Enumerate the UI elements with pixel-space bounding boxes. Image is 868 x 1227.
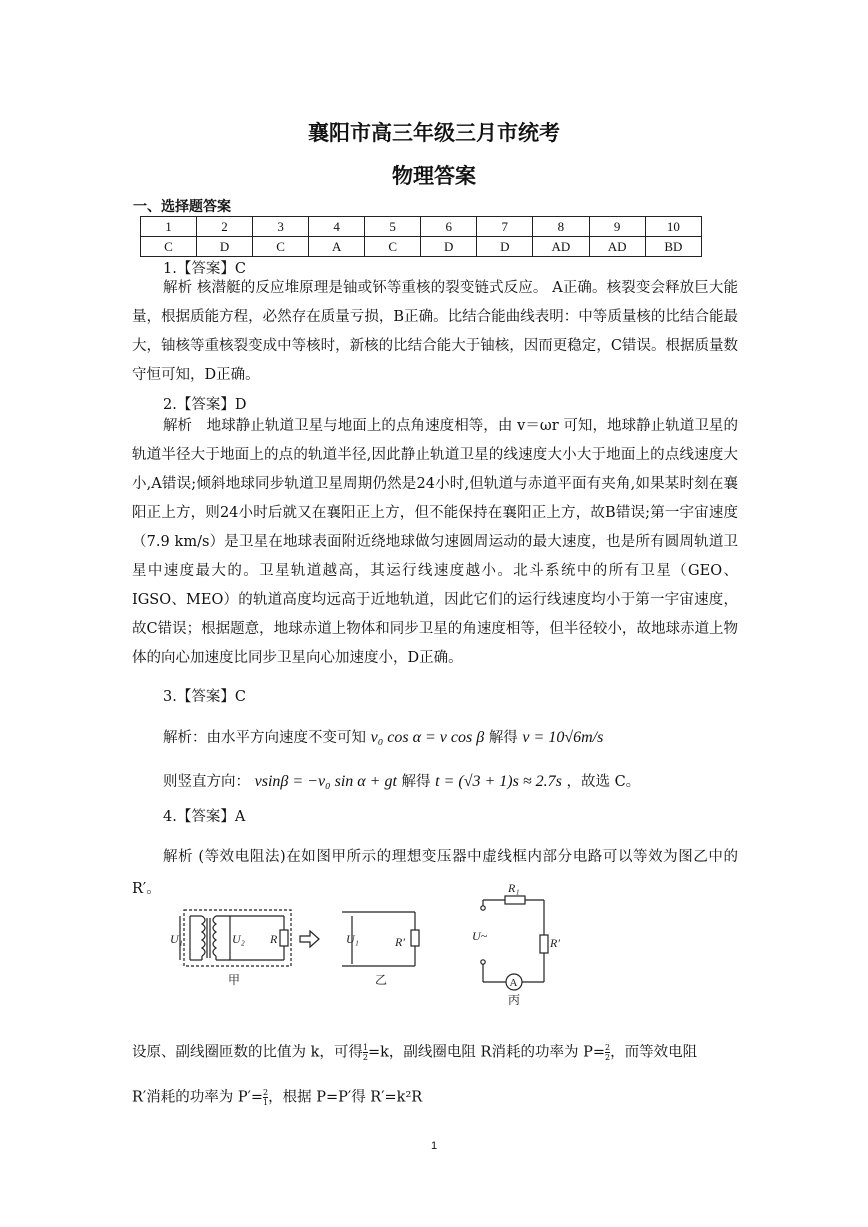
page-subtitle: 物理答案 [392, 164, 476, 188]
q4-text-line2 [132, 1088, 738, 1108]
table-cell: 5 [365, 217, 421, 237]
table-cell: D [477, 237, 533, 257]
table-cell: A [309, 237, 365, 257]
fraction-den: 2 [604, 1053, 611, 1062]
label-u1-yi: U₁ [346, 932, 359, 946]
answer-table-row-answers [141, 237, 702, 257]
table-cell: BD [645, 237, 701, 257]
text: ，故选 C。 [566, 774, 641, 790]
text: 解得 [401, 774, 431, 790]
table-cell: 8 [533, 217, 589, 237]
label-r1: R₁ [508, 881, 520, 895]
answer-table-row-numbers [141, 217, 702, 237]
fraction-den: 1 [263, 1098, 269, 1107]
ammeter-label: A [509, 977, 518, 989]
secondary-coil [213, 916, 216, 956]
text: 解析：由水平方向速度不变可知 [163, 730, 366, 746]
page-number: 1 [430, 1140, 438, 1152]
fig-label-bing: 丙 [508, 993, 521, 1007]
table-cell: C [253, 237, 309, 257]
fraction-num: 2 [604, 1043, 611, 1052]
fraction-num: 1 [362, 1043, 368, 1052]
resistor-r1 [505, 896, 525, 904]
section-heading: 一、选择题答案 [133, 199, 231, 215]
fraction-num: 2 [263, 1088, 269, 1097]
table-cell: 7 [477, 217, 533, 237]
q3-analysis-line2 [163, 772, 738, 792]
formula: v₀ cos α = v cos β [370, 729, 485, 746]
resistor-rp [411, 930, 419, 946]
q1-analysis: 解析 核潜艇的反应堆原理是铀或钚等重核的裂变链式反应。 A正确。核裂变会释放巨大能量，根据质能方程，必然存在质量亏损，B正确。比结合能曲线表明：中等质量核的比结合能最大，铀核等重核裂变成中等核时，新核的比结合能大于铀核，因而更稳定，C错误。根据质量数守恒可知，D正确。 [132, 280, 738, 383]
table-cell: AD [589, 237, 645, 257]
label-r: R [270, 932, 278, 946]
text: =k，副线圈电阻 R消耗的功率为 P= [368, 1044, 605, 1061]
text: 解得 [488, 730, 518, 746]
table-cell: 9 [589, 217, 645, 237]
q2-answer-heading: 2.【答案】D [163, 397, 247, 413]
answer-table [140, 216, 702, 257]
circuit-figures [170, 880, 590, 1015]
q3-analysis-line1 [163, 728, 738, 748]
text: 则竖直方向： [163, 774, 250, 790]
label-u2: U₂ [232, 932, 245, 946]
table-cell: D [421, 237, 477, 257]
text: ，而等效电阻 [610, 1044, 698, 1061]
formula: v = 10√6m/s [522, 729, 604, 746]
primary-coil [202, 916, 205, 956]
label-rp-bing: R′ [550, 936, 560, 950]
fraction-den: 2 [362, 1053, 368, 1062]
resistor-r [280, 930, 288, 946]
table-cell: AD [533, 237, 589, 257]
table-cell: 10 [645, 217, 701, 237]
table-cell: 3 [253, 217, 309, 237]
fig-label-jia: 甲 [228, 973, 241, 987]
page-title: 襄阳市高三年级三月市统考 [308, 121, 560, 145]
resistor-rp-2 [540, 935, 548, 953]
q2-analysis: 解析 地球静止轨道卫星与地面上的点角速度相等，由 v＝ωr 可知，地球静止轨道卫星的轨道半径大于地面上的点的轨道半径,因此静止轨道卫星的线速度大小大于地面上的点线速度大小,A错误;倾斜地球同步轨道卫星周期仍然是24小时,但轨道与赤道平面有夹角,如果某时刻在襄阳正上方，则24小时后就又在襄阳正上方，但不能保持在襄阳正上方，故B错误;第一宇宙速度（7.9 km/s）是卫星在地球表面附近绕地球做匀速圆周运动的最大速度，也是所有圆周轨道卫星中速度最大的。卫星轨道越高，其运行线速度越小。北斗系统中的所有卫星（GEO、IGSO、MEO）的轨道高度均远高于近地轨道，因此它们的运行线速度均小于第一宇宙速度，故C错误；根据题意，地球赤道上物体和同步卫星的角速度相等，但半径较小，故地球赤道上物体的向心加速度比同步卫星向心加速度小，D正确。 [132, 418, 738, 666]
formula: vsinβ = −v₀ sin α + gt [254, 773, 397, 790]
table-cell: 1 [141, 217, 197, 237]
fig-label-yi: 乙 [375, 973, 388, 987]
table-cell: D [197, 237, 253, 257]
q4-analysis: 解析 (等效电阻法)在如图甲所示的理想变压器中虚线框内部分电路可以等效为图乙中的 R′。 [132, 849, 738, 897]
table-cell: 6 [421, 217, 477, 237]
label-u: U~ [472, 929, 488, 943]
label-u1: U₁ [170, 932, 183, 946]
q3-answer-heading: 3.【答案】C [163, 689, 246, 705]
q4-answer-heading: 4.【答案】A [163, 809, 246, 825]
arrow-icon [300, 931, 319, 947]
table-cell: 4 [309, 217, 365, 237]
table-cell: C [365, 237, 421, 257]
formula: t = (√3 + 1)s ≈ 2.7s [435, 773, 562, 790]
text: R′消耗的功率为 P′= [132, 1089, 264, 1106]
q1-answer-heading: 1.【答案】C [163, 261, 246, 277]
q4-text-line1 [132, 1043, 738, 1063]
label-rp: R′ [395, 935, 405, 949]
table-cell: C [141, 237, 197, 257]
table-cell: 2 [197, 217, 253, 237]
text: 设原、副线圈匝数的比值为 k，可得 [132, 1044, 363, 1061]
text: ，根据 P=P′得 R′=k²R [268, 1089, 423, 1106]
